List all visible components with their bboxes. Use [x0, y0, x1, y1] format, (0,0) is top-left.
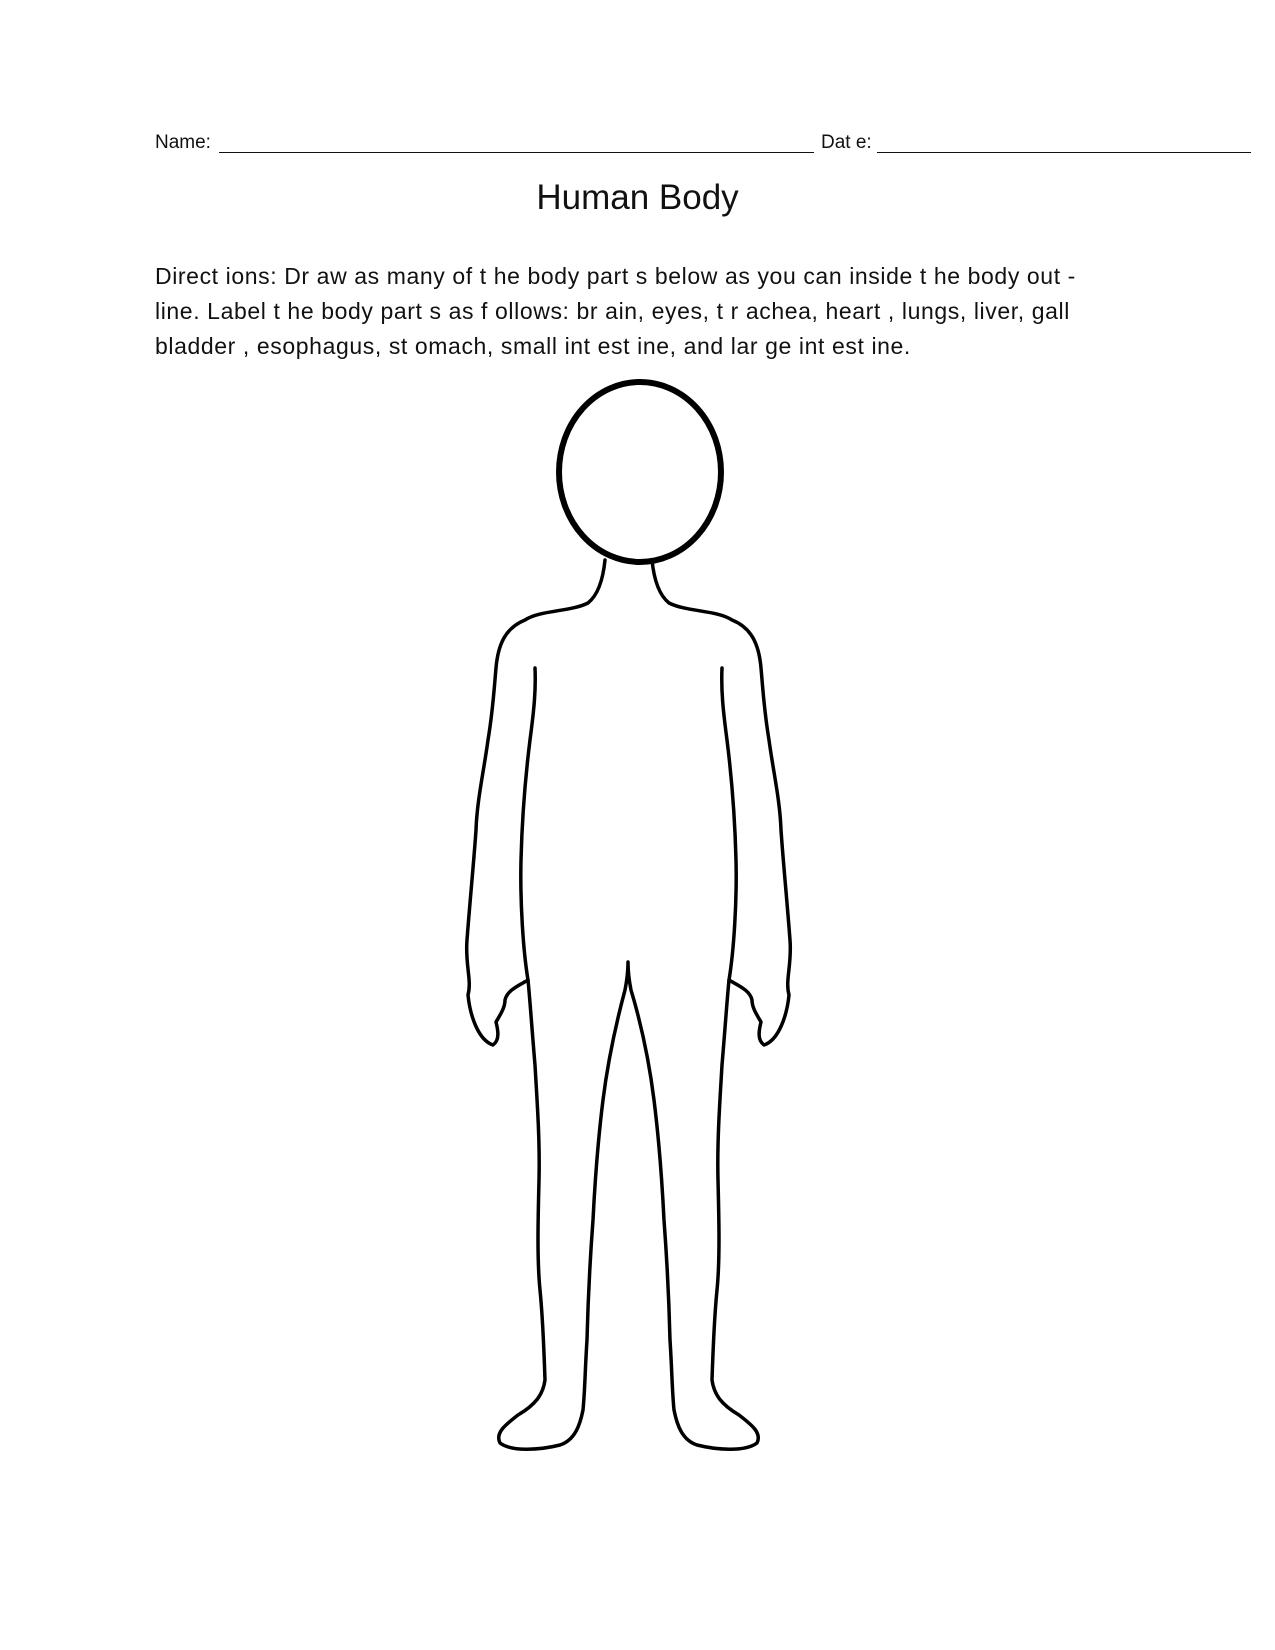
left-arm-inner-outline [521, 668, 535, 980]
page-title: Human Body [536, 178, 739, 217]
name-label: Name: [155, 132, 211, 153]
directions-line: bladder , esophagus, st omach, small int est ine, and lar ge int est ine. [155, 333, 911, 359]
directions-line: line. Label t he body part s as f ollows: br ain, eyes, t r achea, heart , lungs, liver, gall [155, 298, 1070, 324]
head-outline [559, 382, 721, 562]
right-arm-inner-outline [722, 668, 736, 980]
body-outline [467, 560, 791, 1449]
date-label: Dat e: [821, 132, 872, 153]
directions-line: Direct ions: Dr aw as many of t he body part s below as you can inside t he body out - [155, 263, 1076, 289]
